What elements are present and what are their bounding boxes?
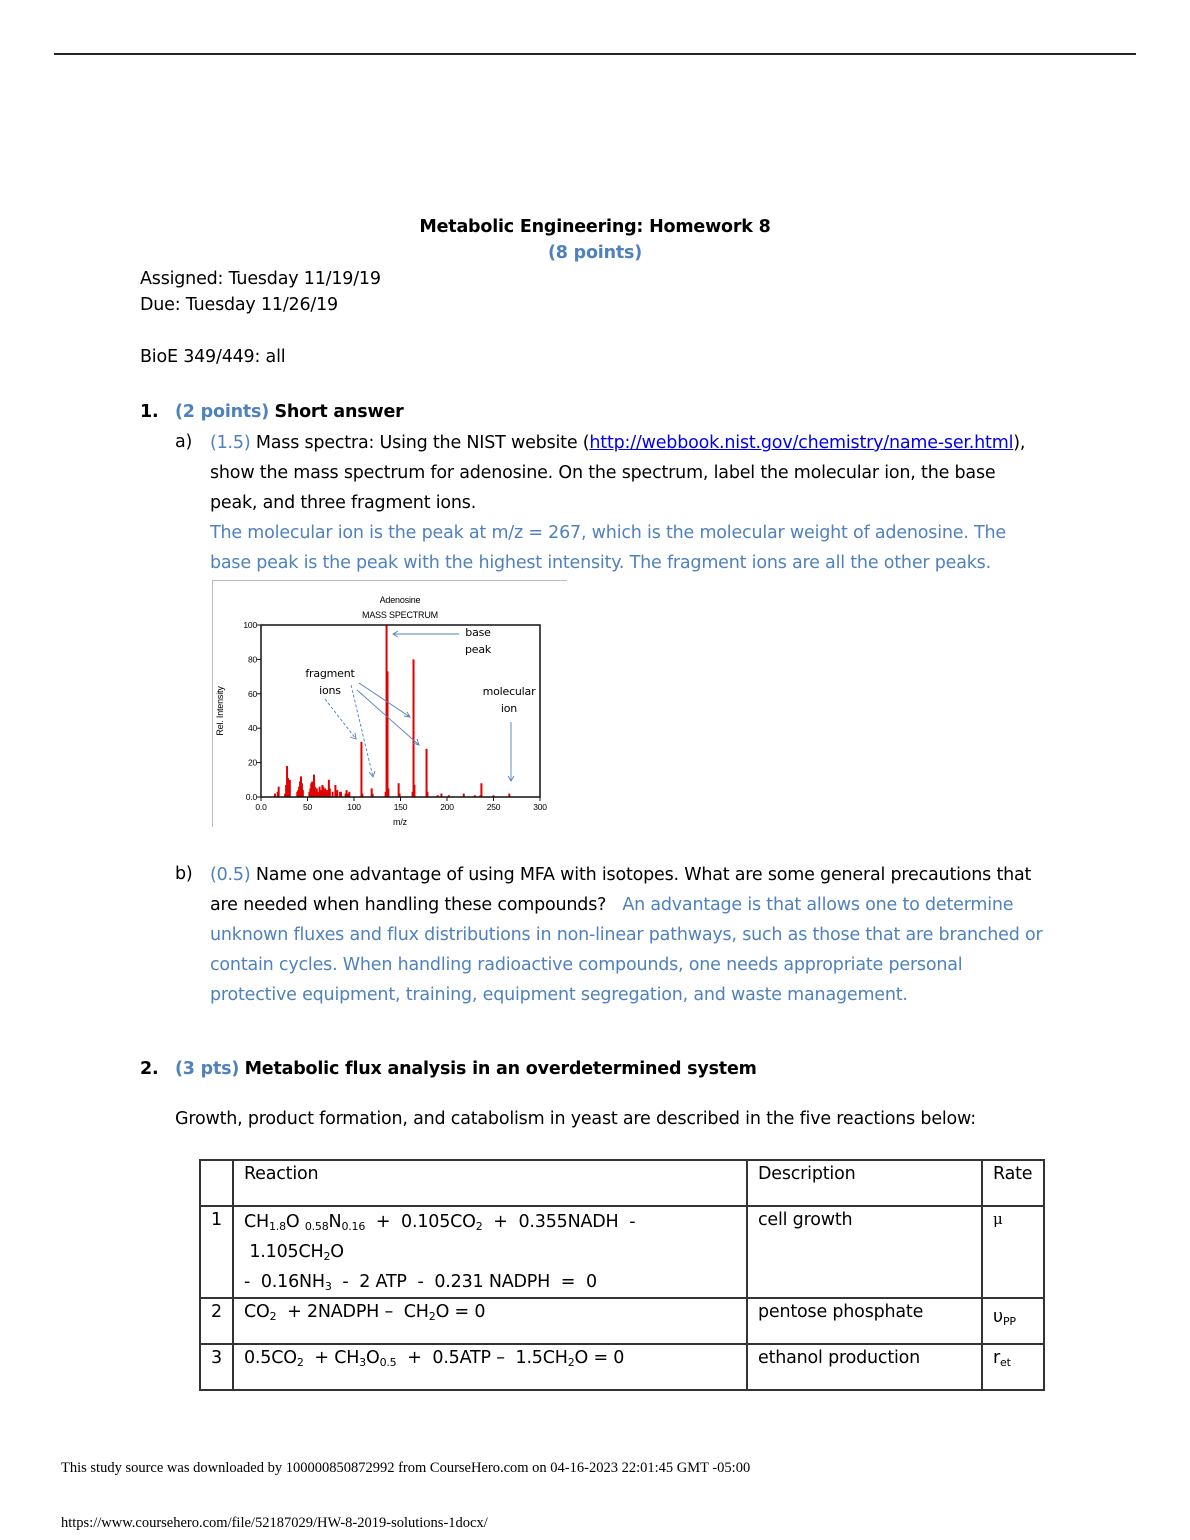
svg-text:250: 250 (486, 802, 501, 812)
doc-title: Metabolic Engineering: Homework 8 (419, 217, 771, 237)
annotation-ion: ion (500, 702, 518, 715)
rate-subscript: et (1000, 1356, 1011, 1369)
annotation-fragment: fragment (305, 667, 355, 680)
table-row (200, 1298, 1044, 1344)
mass-spectrum-chart (212, 580, 567, 827)
q1b-answer-line5: protective equipment, training, equipment segregation, and waste management. (210, 985, 908, 1005)
row-rate: μ (982, 1206, 1044, 1298)
table-row (200, 1344, 1044, 1390)
svg-text:100: 100 (243, 620, 257, 630)
q1b-answer-line3: unknown fluxes and flux distributions in non-linear pathways, such as those that are branched or (210, 925, 1043, 945)
y-axis-label: Rel. Intensity (215, 686, 225, 736)
svg-text:100: 100 (347, 802, 361, 812)
header-rate: Rate (982, 1160, 1044, 1206)
svg-text:150: 150 (393, 802, 408, 812)
row-number: 3 (200, 1344, 233, 1390)
x-axis-label: m/z (393, 817, 407, 827)
annotation-base: base (465, 626, 491, 639)
q1-number: 1. (140, 402, 159, 422)
svg-text:60: 60 (247, 688, 257, 699)
source-url[interactable]: https://www.coursehero.com/file/52187029/HW-8-2019-solutions-1docx/ (61, 1515, 488, 1531)
q2-heading (175, 1059, 757, 1079)
reaction-equation: $CH_{1.8}O$ $_{0.58}N_{0.16} + 0.105CO_2$ + 0.355NADH - $1.105CH_2O$ - $0.16NH_3 - 2$ ATP - 0.231 NADPH = 0 (233, 1206, 747, 1298)
row-description: cell growth (747, 1206, 982, 1298)
svg-text:0.0: 0.0 (245, 792, 257, 802)
annotation-ions: ions (319, 684, 341, 697)
header-num (200, 1160, 233, 1206)
table-row (200, 1206, 1044, 1298)
page-top-rule (54, 53, 1136, 55)
download-note: This study source was downloaded by 100000850872992 from CourseHero.com on 04-16-2023 22:01:45 GMT -05:00 (61, 1460, 751, 1476)
reaction-equation: $0.5CO_2 + CH_3O_{0.5} + 0.5ATP - 1.5CH_2O = 0$ (233, 1344, 747, 1390)
chart-subtitle: MASS SPECTRUM (362, 610, 438, 620)
q1b-answer-line4: contain cycles. When handling radioactive compounds, one needs appropriate personal (210, 955, 963, 975)
q1b-points: (0.5) (210, 865, 251, 885)
q1a-body (210, 428, 1060, 578)
q2-number: 2. (140, 1059, 159, 1079)
q1b-line2: are needed when handling these compounds? (210, 895, 607, 915)
svg-text:0.0: 0.0 (255, 802, 267, 812)
q1a-line2: show the mass spectrum for adenosine. On the spectrum, label the molecular ion, the base (210, 463, 996, 483)
svg-text:80: 80 (247, 654, 257, 665)
annotation-peak: peak (464, 643, 492, 656)
nist-link[interactable]: http://webbook.nist.gov/chemistry/name-ser.html (589, 433, 1014, 453)
row-number: 2 (200, 1298, 233, 1344)
svg-text:50: 50 (302, 802, 313, 812)
q1a-label: a) (175, 432, 193, 452)
mass-spectrum-svg (213, 581, 567, 827)
row-description: ethanol production (747, 1344, 982, 1390)
q1a-text: Mass spectra: Using the NIST website ( (255, 433, 590, 453)
q1-heading (175, 402, 404, 422)
course-line: BioE 349/449: all (140, 347, 286, 367)
rate-subscript: PP (1002, 1315, 1016, 1328)
q2-points: (3 pts) (175, 1059, 240, 1079)
rate-symbol: r (993, 1348, 1000, 1368)
q1a-line3: peak, and three fragment ions. (210, 493, 477, 513)
reaction-equation: $CO_2$ + 2NADPH – $CH_2O = 0$ (233, 1298, 747, 1344)
header-description: Description (747, 1160, 982, 1206)
q1a-answer-line2: base peak is the peak with the highest intensity. The fragment ions are all the other peaks. (210, 553, 991, 573)
due-date: Due: Tuesday 11/26/19 (140, 295, 338, 315)
q1b-line1: Name one advantage of using MFA with isotopes. What are some general precautions that (255, 865, 1032, 885)
reactions-table (199, 1159, 1045, 1391)
doc-points: (8 points) (547, 243, 643, 263)
assigned-date: Assigned: Tuesday 11/19/19 (140, 269, 381, 289)
row-rate (982, 1298, 1044, 1344)
annotation-molecular: molecular (482, 685, 536, 698)
q2-intro: Growth, product formation, and catabolism in yeast are described in the five reactions below: (175, 1109, 976, 1129)
table-header-row (200, 1160, 1044, 1206)
q1a-text-end: ), (1013, 433, 1026, 453)
x-axis-ticks (255, 797, 547, 812)
svg-text:20: 20 (247, 757, 257, 768)
header-reaction: Reaction (233, 1160, 747, 1206)
row-description: pentose phosphate (747, 1298, 982, 1344)
q1b-label: b) (175, 864, 193, 884)
y-axis-ticks (243, 620, 261, 802)
svg-text:40: 40 (247, 723, 257, 734)
q1a-answer-line1: The molecular ion is the peak at m/z = 267, which is the molecular weight of adenosine. The (210, 523, 1006, 543)
svg-text:200: 200 (440, 802, 454, 812)
chart-title: Adenosine (379, 595, 421, 605)
rate-symbol: υ (993, 1307, 1003, 1327)
q1a-points: (1.5) (210, 433, 251, 453)
row-number: 1 (200, 1206, 233, 1298)
q1b-body (210, 860, 1060, 1010)
svg-text:300: 300 (533, 802, 547, 812)
q1-title: Short answer (274, 402, 404, 422)
chart-annotations (305, 626, 536, 715)
q2-title: Metabolic flux analysis in an overdetermined system (244, 1059, 757, 1079)
q1-points: (2 points) (175, 402, 270, 422)
row-rate (982, 1344, 1044, 1390)
q1b-answer-line2: An advantage is that allows one to determine (622, 895, 1014, 915)
